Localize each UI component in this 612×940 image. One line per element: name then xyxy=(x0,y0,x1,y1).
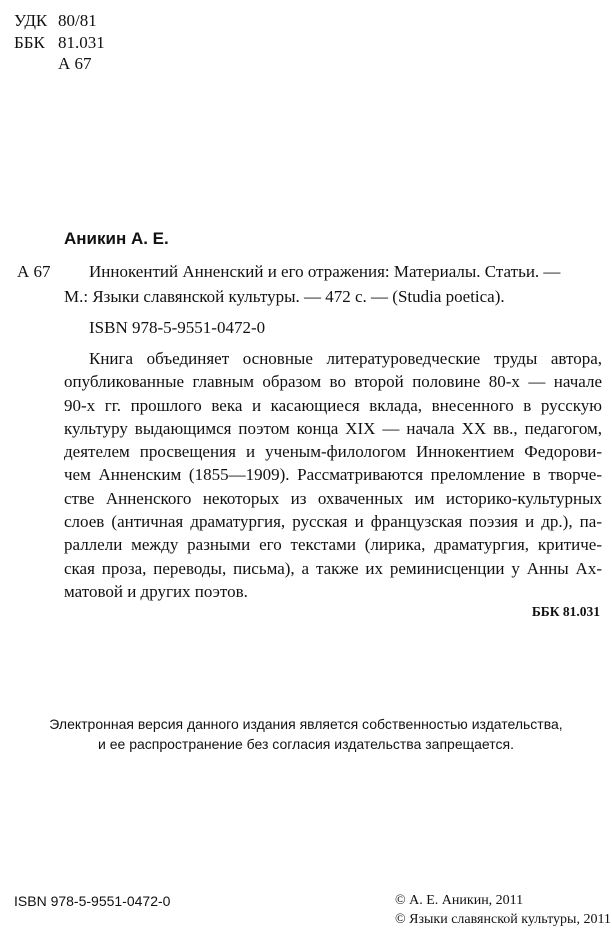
copyright-notice-line-1: Электронная версия данного издания является собственностью издательства, xyxy=(49,716,563,732)
udk-value: 80/81 xyxy=(58,11,97,30)
copyright-notice-line-2: и ее распространение без согласия издательства запрещается. xyxy=(98,736,514,752)
udk-label: УДК xyxy=(14,11,48,30)
abstract-line: раллели между разными его текстами (лирика, драматургия, критиче- xyxy=(64,535,602,555)
bbk-value: 81.031 xyxy=(58,33,105,52)
cutter-code: А 67 xyxy=(17,262,51,281)
author-heading: Аникин А. Е. xyxy=(64,229,169,248)
udk-code xyxy=(14,11,97,31)
abstract-line: стве Анненского некоторых из охваченных им историко-культурных xyxy=(64,488,602,508)
abstract-line: культуру выдающимся поэтом конца XIX — начала XX вв., педагогом, xyxy=(64,418,602,438)
abstract-line: слоев (античная драматургия, русская и французская поэзия и др.), па- xyxy=(64,512,602,532)
abstract-line: ская проза, переводы, письма), а также их реминисценции у Анны Ах- xyxy=(64,558,602,578)
bbk-index: ББК 81.031 xyxy=(531,604,600,619)
abstract-line: чем Анненским (1855—1909). Рассматриваются преломление в творче- xyxy=(64,465,602,485)
bibliographic-line-2: М.: Языки славянской культуры. — 472 с. — (Studia poetica). xyxy=(64,287,505,306)
isbn-footer: ISBN 978-5-9551-0472-0 xyxy=(14,893,171,909)
isbn-main: ISBN 978-5-9551-0472-0 xyxy=(89,318,266,337)
bbk-code xyxy=(14,33,105,53)
abstract-line: деятелем просвещения и ученым-филологом Иннокентием Федорови- xyxy=(64,442,602,462)
abstract xyxy=(64,347,602,603)
copyright-author: © А. Е. Аникин, 2011 xyxy=(395,893,524,908)
copyright-publisher: © Языки славянской культуры, 2011 xyxy=(395,912,611,927)
abstract-line: опубликованные главным образом во второй половине 80-х — начале xyxy=(64,372,602,392)
abstract-line: матовой и других поэтов. xyxy=(64,581,248,601)
cutter-code-top: А 67 xyxy=(58,54,92,73)
abstract-line: 90-х гг. прошлого века и касающиеся вклада, внесенного в русскую xyxy=(64,395,602,415)
bibliographic-line-1: Иннокентий Анненский и его отражения: Материалы. Статьи. — xyxy=(89,262,561,281)
abstract-line: Книга объединяет основные литературоведческие труды автора, xyxy=(89,349,602,368)
bbk-label: ББК xyxy=(14,33,45,52)
